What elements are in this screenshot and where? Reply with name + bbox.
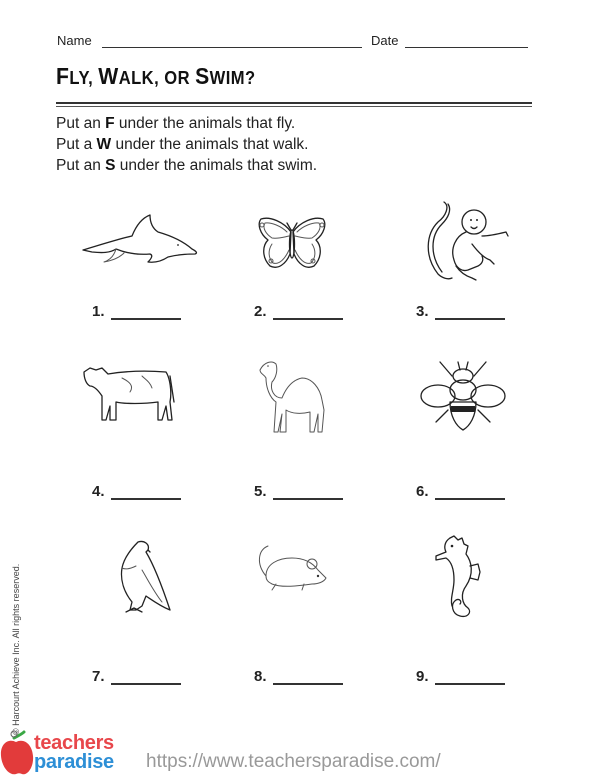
answer-blank-9[interactable] (435, 671, 505, 685)
answer-5[interactable]: 5. (254, 483, 343, 500)
answer-blank-2[interactable] (273, 306, 343, 320)
instruction-fly: Put an F under the animals that fly. (56, 115, 296, 132)
date-label: Date (371, 33, 399, 48)
answer-9[interactable]: 9. (416, 668, 505, 685)
butterfly-illustration (256, 214, 328, 272)
worksheet-title: FLY, WALK, OR SWIM? (56, 63, 256, 89)
answer-2[interactable]: 2. (254, 303, 343, 320)
name-label: Name (57, 33, 92, 48)
logo-teachers: teachers (34, 732, 114, 754)
camel-illustration (258, 358, 330, 438)
cow-illustration (80, 362, 176, 426)
answer-blank-7[interactable] (111, 671, 181, 685)
answer-4[interactable]: 4. (92, 483, 181, 500)
date-field[interactable] (405, 47, 528, 48)
answer-7[interactable]: 7. (92, 668, 181, 685)
answer-blank-3[interactable] (435, 306, 505, 320)
mouse-illustration (252, 544, 334, 596)
answer-blank-1[interactable] (111, 306, 181, 320)
answer-3[interactable]: 3. (416, 303, 505, 320)
website-url[interactable]: https://www.teachersparadise.com/ (146, 751, 441, 772)
seahorse-illustration (432, 534, 484, 620)
answer-1[interactable]: 1. (92, 303, 181, 320)
monkey-illustration (422, 200, 510, 284)
answer-6[interactable]: 6. (416, 483, 505, 500)
copyright-notice: © Harcourt Achieve Inc. All rights reserved. (11, 563, 21, 735)
teachers-paradise-logo[interactable] (0, 730, 120, 776)
answer-blank-5[interactable] (273, 486, 343, 500)
instruction-swim: Put an S under the animals that swim. (56, 157, 318, 174)
title-rule-thin (56, 106, 532, 107)
title-rule-thick (56, 102, 532, 104)
instruction-walk: Put a W under the animals that walk. (56, 136, 309, 153)
bee-illustration (420, 360, 506, 432)
apple-icon (0, 730, 36, 776)
answer-blank-4[interactable] (111, 486, 181, 500)
answer-blank-8[interactable] (273, 671, 343, 685)
answer-8[interactable]: 8. (254, 668, 343, 685)
eagle-illustration (112, 540, 172, 616)
logo-paradise: paradise (34, 751, 114, 773)
instructions (56, 113, 317, 176)
dolphin-illustration (80, 212, 200, 272)
name-field[interactable] (102, 47, 362, 48)
answer-blank-6[interactable] (435, 486, 505, 500)
